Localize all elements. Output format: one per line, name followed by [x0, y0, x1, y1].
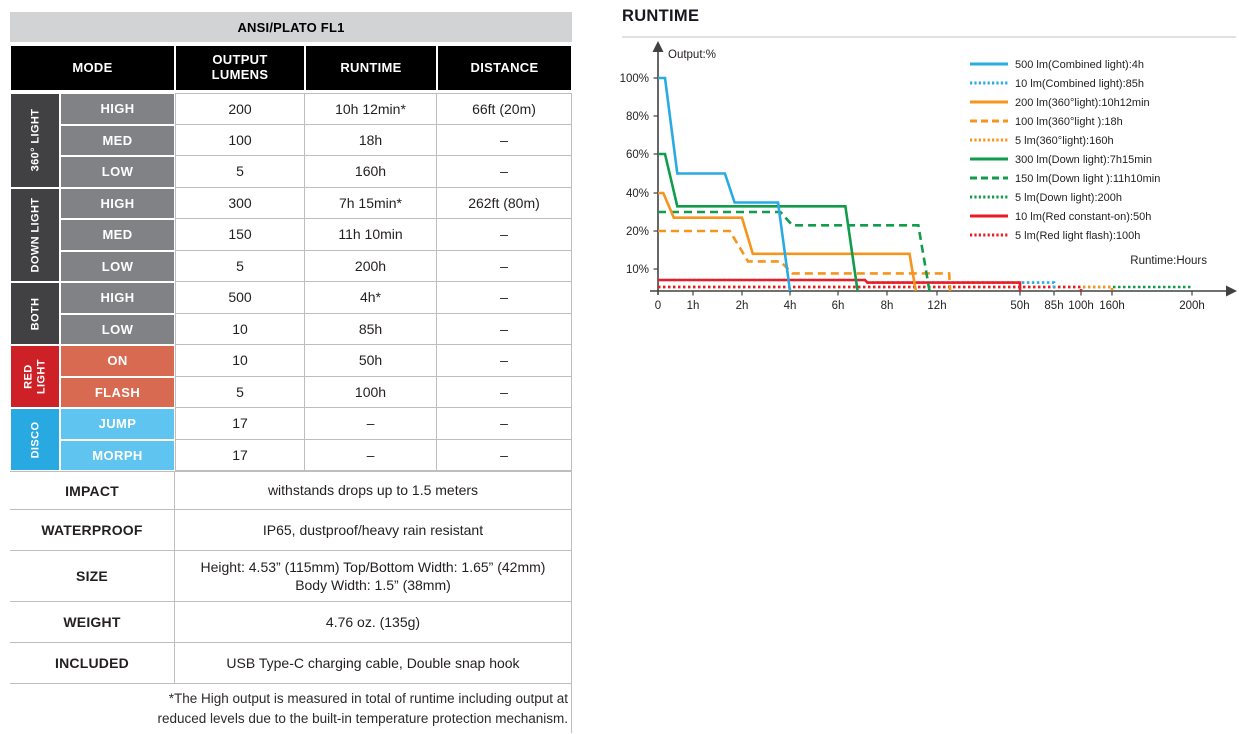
runtime-cell: – [305, 408, 437, 440]
mode-cell: ON [60, 345, 175, 377]
spec-row-impact [10, 471, 572, 510]
legend-label: 10 lm(Combined light):85h [1015, 78, 1145, 90]
runtime-cell: 160h [305, 156, 437, 188]
runtime-cell: 7h 15min* [305, 188, 437, 220]
runtime-cell: 200h [305, 251, 437, 283]
group-cell-red-light: RED LIGHT [10, 345, 60, 408]
x-tick-label: 8h [880, 300, 894, 312]
lumens-cell: 100 [175, 125, 305, 157]
distance-cell: – [437, 219, 572, 251]
x-tick-label: 100h [1068, 300, 1094, 312]
mode-cell: MED [60, 219, 175, 251]
runtime-cell: 50h [305, 345, 437, 377]
lumens-cell: 17 [175, 440, 305, 472]
mode-cell: JUMP [60, 408, 175, 440]
x-tick-label: 4h [783, 300, 797, 312]
distance-cell: – [437, 156, 572, 188]
distance-cell: 66ft (20m) [437, 93, 572, 125]
x-tick-label: 6h [831, 300, 845, 312]
spec-value: IP65, dustproof/heavy rain resistant [175, 510, 572, 550]
legend-label: 150 lm(Down light ):11h10min [1015, 173, 1161, 185]
spec-value: USB Type-C charging cable, Double snap hook [175, 643, 572, 683]
runtime-cell: – [305, 440, 437, 472]
y-tick-label: 20% [625, 226, 649, 238]
x-tick-label: 2h [735, 300, 749, 312]
lumens-cell: 200 [175, 93, 305, 125]
x-tick-label: 0 [654, 300, 662, 312]
legend-label: 5 lm(Red light flash):100h [1015, 230, 1141, 242]
legend-label: 5 lm(Down light):200h [1015, 192, 1122, 204]
mode-cell: HIGH [60, 188, 175, 220]
spec-row-waterproof [10, 510, 572, 551]
distance-cell: – [437, 125, 572, 157]
series-line [658, 78, 790, 291]
runtime-cell: 4h* [305, 282, 437, 314]
legend-label: 10 lm(Red constant-on):50h [1015, 211, 1152, 223]
lumens-cell: 5 [175, 251, 305, 283]
mode-cell: LOW [60, 251, 175, 283]
lumens-cell: 5 [175, 377, 305, 409]
lumens-cell: 10 [175, 345, 305, 377]
spec-row-included [10, 643, 572, 684]
legend-label: 100 lm(360°light ):18h [1015, 116, 1123, 128]
runtime-chart [620, 40, 1239, 332]
spec-value: Height: 4.53” (115mm) Top/Bottom Width: 1.65” (42mm) Body Width: 1.5” (38mm) [175, 551, 572, 601]
distance-cell: – [437, 251, 572, 283]
distance-cell: – [437, 377, 572, 409]
distance-cell: – [437, 440, 572, 472]
runtime-cell: 10h 12min* [305, 93, 437, 125]
table-title: ANSI/PLATO FL1 [10, 12, 572, 42]
spec-value: 4.76 oz. (135g) [175, 602, 572, 642]
spec-row-weight [10, 602, 572, 643]
lumens-cell: 500 [175, 282, 305, 314]
mode-cell: LOW [60, 156, 175, 188]
lumens-cell: 150 [175, 219, 305, 251]
spec-value: withstands drops up to 1.5 meters [175, 472, 572, 509]
runtime-cell: 18h [305, 125, 437, 157]
runtime-cell: 11h 10min [305, 219, 437, 251]
y-tick-label: 100% [620, 73, 649, 85]
mode-table [10, 45, 572, 471]
spec-rows [10, 471, 572, 684]
group-cell-both: BOTH [10, 282, 60, 345]
x-axis-caption: Runtime:Hours [1130, 255, 1207, 267]
x-tick-label: 200h [1179, 300, 1205, 312]
mode-cell: HIGH [60, 93, 175, 125]
mode-cell: LOW [60, 314, 175, 346]
chart-title-rule [622, 36, 1236, 38]
lumens-cell: 10 [175, 314, 305, 346]
legend-label: 300 lm(Down light):7h15min [1015, 154, 1152, 166]
spec-label: WATERPROOF [10, 510, 175, 550]
footnote-line: *The High output is measured in total of runtime including output at [168, 691, 568, 706]
col-header-runtime: RUNTIME [305, 45, 437, 93]
spec-label: INCLUDED [10, 643, 175, 683]
runtime-cell: 100h [305, 377, 437, 409]
distance-cell: 262ft (80m) [437, 188, 572, 220]
y-axis-arrow-icon [653, 41, 664, 52]
spec-row-size [10, 551, 572, 602]
y-tick-label: 40% [625, 188, 649, 200]
footnote-line: reduced levels due to the built-in temperature protection mechanism. [157, 711, 568, 727]
y-axis-caption: Output:% [668, 49, 716, 61]
x-axis-arrow-icon [1226, 286, 1237, 297]
mode-cell: FLASH [60, 377, 175, 409]
lumens-cell: 17 [175, 408, 305, 440]
series-line [658, 280, 1020, 291]
spec-label: IMPACT [10, 472, 175, 509]
footnote [10, 684, 572, 733]
distance-cell: – [437, 408, 572, 440]
spec-table [10, 12, 572, 733]
group-cell-disco: DISCO [10, 408, 60, 471]
x-tick-label: 160h [1099, 300, 1125, 312]
mode-cell: MED [60, 125, 175, 157]
legend-label: 5 lm(360°light):160h [1015, 135, 1114, 147]
y-tick-label: 10% [625, 264, 649, 276]
legend-label: 500 lm(Combined light):4h [1015, 59, 1145, 71]
distance-cell: – [437, 345, 572, 377]
col-header-distance: DISTANCE [437, 45, 572, 93]
chart-title: RUNTIME [622, 7, 700, 25]
runtime-cell: 85h [305, 314, 437, 346]
col-header-lumens: OUTPUT LUMENS [175, 45, 305, 93]
x-tick-label: 1h [686, 300, 700, 312]
distance-cell: – [437, 314, 572, 346]
x-tick-label: 85h [1044, 300, 1064, 312]
x-tick-label: 50h [1010, 300, 1030, 312]
y-tick-label: 80% [625, 111, 649, 123]
y-tick-label: 60% [625, 149, 649, 161]
lumens-cell: 5 [175, 156, 305, 188]
spec-label: WEIGHT [10, 602, 175, 642]
x-tick-label: 12h [927, 300, 947, 312]
legend-label: 200 lm(360°light):10h12min [1015, 97, 1150, 109]
spec-label: SIZE [10, 551, 175, 601]
col-header-mode: MODE [10, 45, 175, 93]
group-cell-down-light: DOWN LIGHT [10, 188, 60, 283]
mode-cell: MORPH [60, 440, 175, 472]
lumens-cell: 300 [175, 188, 305, 220]
distance-cell: – [437, 282, 572, 314]
group-cell-360-light: 360° LIGHT [10, 93, 60, 188]
mode-cell: HIGH [60, 282, 175, 314]
